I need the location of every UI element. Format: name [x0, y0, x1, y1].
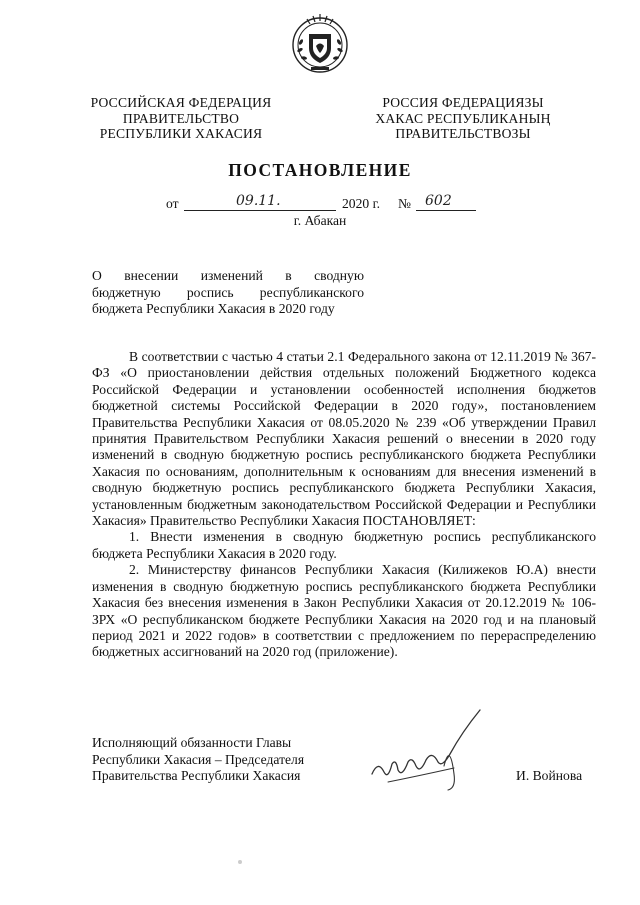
number-handwritten: 602: [425, 193, 452, 209]
scan-dot: [238, 860, 242, 864]
header-left-line: ПРАВИТЕЛЬСТВО: [122, 110, 240, 126]
document-body: [92, 349, 596, 661]
header-right-line: РОССИЯ ФЕДЕРАЦИЯЗЫ: [382, 95, 544, 110]
header-right-line: ПРАВИТЕЛЬСТВОЗЫ: [395, 126, 531, 141]
header-right-block: [358, 95, 568, 142]
handwritten-signature: [358, 702, 508, 794]
header-left-block: [86, 95, 276, 142]
header-right-line: ХАКАС РЕСПУБЛИКАНЫҢ: [375, 110, 551, 126]
signatory-position-line: Правительства Республики Хакасия: [92, 768, 301, 784]
header-left-line: РОССИЙСКАЯ ФЕДЕРАЦИЯ: [90, 95, 272, 110]
signatory-position-line: Республики Хакасия – Председателя: [92, 751, 305, 767]
body-paragraph: В соответствии с частью 4 статьи 2.1 Федерального закона от 12.11.2019 № 367-ФЗ «О приостановлении действия отдельных положений Бюджетного кодекса Российской Федерации и установлении особенностей исполнения бюджетов бюджетной системы Российской Федерации в 2020 году», постановлением Правительства Республики Хакасия от 08.05.2020 № 239 «Об утверждении Правил принятия Правительством Республики Хакасия решений о внесении в 2020 году изменений в сводную бюджетную роспись республиканского бюджета Республики Хакасия по основаниям, дополнительным к основаниям для внесения изменений в сводную бюджетную роспись республиканского бюджета Республики Хакасия, установленным бюджетным законодательством Российской Федерации и Республики Хакасия» Правительство Республики Хакасия ПОСТАНОВЛЯЕТ:: [92, 349, 596, 529]
document-title: ПОСТАНОВЛЕНИЕ: [228, 160, 412, 180]
subject-line: бюджета Республики Хакасия в 2020 году: [92, 301, 335, 316]
body-paragraph: 1. Внести изменения в сводную бюджетную роспись республиканского бюджета Республики Хакасия в 2020 году.: [92, 529, 596, 561]
subject-line: О внесении изменений в сводную: [92, 268, 364, 283]
coat-of-arms-emblem: [289, 12, 351, 74]
signatory-position: [92, 735, 332, 785]
date-year: 2020 г.: [342, 196, 381, 211]
body-paragraph: 2. Министерству финансов Республики Хакасия (Килижеков Ю.А) внести изменения в сводную бюджетную роспись республиканского бюджета Республики Хакасия без внесения изменения в Закон Республики Хакасия от 20.12.2019 № 106-ЗРХ «О республиканском бюджете Республики Хакасия на 2020 год и на плановый период 2021 и 2022 годов» в соответствии с предложением по перераспределению бюджетных ассигнований на 2020 год (приложение).: [92, 562, 596, 660]
subject-line: бюджетную роспись республиканского: [92, 284, 364, 300]
date-handwritten: 09.11.: [236, 193, 281, 209]
subject-block: [92, 268, 364, 318]
date-prefix: от: [166, 196, 179, 211]
signatory-name: И. Войнова: [516, 768, 583, 783]
number-sign: №: [398, 196, 411, 211]
signatory-position-line: Исполняющий обязанности Главы: [92, 735, 292, 750]
header-left-line: РЕСПУБЛИКИ ХАКАСИЯ: [99, 126, 263, 141]
city-name: г. Абакан: [293, 213, 347, 228]
